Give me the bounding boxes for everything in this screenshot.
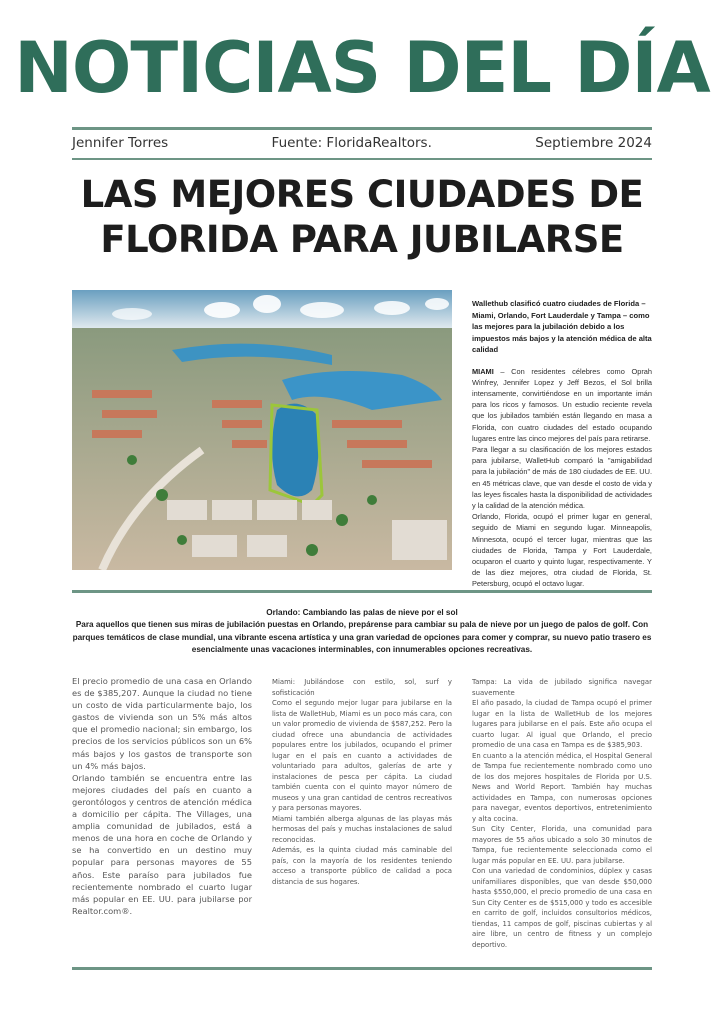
column-miami	[272, 677, 452, 887]
column-paragraph: El año pasado, la ciudad de Tampa ocupó el primer lugar en la lista de WalletHub de los mejores lugares para jubilarse en el país. Este año ocupa el cuarto lugar. Al igual que Orlando, el precio promedio de una casa en Tampa es de $385,903.	[472, 699, 652, 749]
orlando-feature-title: Orlando: Cambiando las palas de nieve por el sol	[266, 608, 458, 617]
byline-row	[72, 132, 652, 154]
column-paragraph: Con una variedad de condominios, dúplex y casas unifamiliares disponibles, que van desde $50,000 hasta $550,000, el precio promedio de una casa en Sun City Center es de $515,000 y todo es accesible en carrito de golf, incluidos consultorios médicos, tiendas, 11 campos de golf, piscinas cubiertas y al aire libre, un centro de fitness y un complejo deportivo.	[472, 867, 652, 949]
column-heading: Tampa: La vida de jubilado significa navegar suavemente	[472, 678, 652, 697]
headline-line-2: FLORIDA PARA JUBILARSE	[100, 218, 624, 261]
column-paragraph: Orlando también se encuentra entre las mejores ciudades del país en cuanto a gerontólogos y centros de atención médica a domicilio per cápita. The Villages, una amplia comunidad de jubilados, está a menos de una hora en coche de Orlando y se ha convertido en un destino muy popular para personas mayores de 55 años. Este paraíso para jubilados fue recientemente nombrado el cuarto lugar más popular en EE. UU. para jubilarse por Realtor.com®.	[72, 772, 252, 916]
intro-sidebar	[472, 298, 652, 590]
source-label: Fuente: FloridaRealtors.	[271, 135, 432, 151]
issue-date: Septiembre 2024	[535, 135, 652, 151]
byline-divider	[72, 158, 652, 160]
column-paragraph: Sun City Center, Florida, una comunidad para mayores de 55 años ubicado a solo 30 minutos de Tampa, fue recientemente seleccionada como el lugar más popular en EE. UU. para jubilarse.	[472, 825, 652, 865]
column-paragraph: Como el segundo mejor lugar para jubilarse en la lista de WalletHub, Miami es un poco más cara, con un valor promedio de vivienda de $587,252. Pero la ciudad ofrece una abundancia de actividades populares entre los jubilados, ocupando el primer lugar en el país en cuanto a actividades de voluntariado para adultos, galerías de arte y instalaciones de pesca per cápita. La ciudad también cuenta con el quinto mayor número de museos y una gran cantidad de centros recreativos y para personas mayores.	[272, 699, 452, 812]
miami-label: MIAMI	[472, 366, 494, 376]
author-name: Jennifer Torres	[72, 135, 169, 151]
article-headline	[40, 172, 684, 262]
column-paragraph: Miami también alberga algunas de las playas más hermosas del país y muchas instalaciones de salud reconocidas.	[272, 814, 452, 844]
column-paragraph: En cuanto a la atención médica, el Hospital General de Tampa fue recientemente nombrado como uno de los dos mejores hospitales de Florida por U.S. News and World Report. También hay muchas actividades en Tampa, con numerosas opciones para navegar, eventos deportivos, entretenimiento y alta cocina.	[472, 751, 652, 823]
column-paragraph: El precio promedio de una casa en Orlando es de $385,207. Aunque la ciudad no tiene un costo de vida particularmente bajo, los gastos de vivienda son un 5% más altos que el promedio nacional; sin embargo, los precios de los servicios públicos son un 6% más bajos y los gastos de transporte son un 4% más bajos.	[72, 676, 252, 771]
bottom-divider	[72, 967, 652, 970]
intro-lead: Wallethub clasificó cuatro ciudades de Florida – Miami, Orlando, Fort Lauderdale y Tampa – como las mejores para la jubilación debido a los impuestos más bajos y la atención médica de alta calidad	[472, 299, 652, 354]
headline-line-1: LAS MEJORES CIUDADES DE	[80, 173, 644, 216]
orlando-feature-body: Para aquellos que tienen sus miras de jubilación puestas en Orlando, prepárense para cambiar su pala de nieve por un juego de palos de golf. Con parques temáticos de clase mundial, una vibrante escena artística y una gran variedad de opciones para comer y comprar, su nuevo patio trasero es esencialmente unas vacaciones interminables, con innumerables opciones recreativas.	[72, 620, 652, 655]
column-orlando	[72, 675, 252, 917]
column-tampa	[472, 677, 652, 950]
column-paragraph: Además, es la quinta ciudad más caminable del país, con la mayoría de los residentes teniendo acceso a transporte público de calidad a poca distancia de sus hogares.	[272, 846, 452, 886]
masthead-title: NOTICIAS DEL DÍA	[14, 27, 710, 109]
intro-paragraph: Orlando, Florida, ocupó el primer lugar en general, seguido de Miami en segundo lugar. Minneapolis, Minnesota, ocupó el tercer lugar, mientras que las ciudades de Florida, Tampa y Fort Lauderdale, ocuparon el cuarto y quinto lugar, respectivamente. Y de las diez mejores, otra ciudad de Florida, St. Petersburg, ocupó el octavo lugar.	[472, 512, 652, 589]
column-heading: Miami: Jubilándose con estilo, sol, surf y sofisticación	[272, 678, 452, 697]
intro-paragraph: Para llegar a su clasificación de los mejores estados para jubilarse, WalletHub comparó la "amigabilidad para la jubilación" de más de 180 ciudades de EE. UU. en 45 métricas clave, que van desde el costo de vida y las leyes fiscales hasta la disponibilidad de actividades y la calidad de la atención médica.	[472, 444, 652, 510]
section-divider	[72, 590, 652, 593]
aerial-photo	[72, 290, 452, 570]
orlando-feature	[72, 607, 652, 657]
top-divider	[72, 127, 652, 130]
aerial-photo-illustration	[72, 290, 452, 570]
intro-paragraph-miami	[472, 366, 652, 444]
miami-text: – Con residentes célebres como Oprah Winfrey, Jennifer Lopez y Jeff Bezos, el Sol brilla intensamente, convirtiéndose en un importante imán para los ricos y famosos. Un estudio reciente revela que los jubilados también están llegando en masa a Florida, con cuatro ciudades del estado ocupando lugares entre las cinco mejores del país para retirarse.	[472, 366, 652, 443]
